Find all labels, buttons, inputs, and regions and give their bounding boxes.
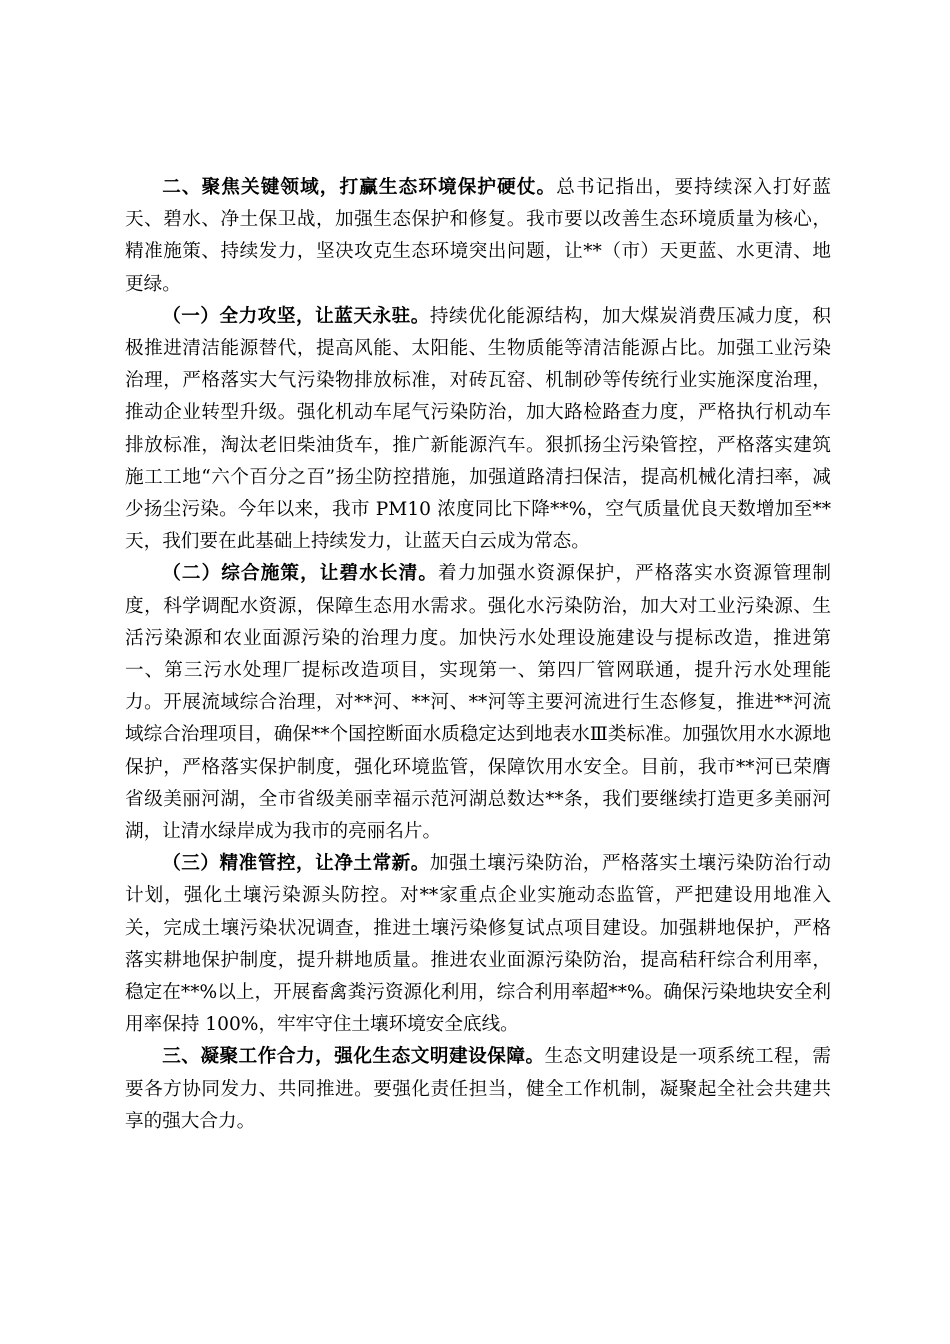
section-three-heading: 三、凝聚工作合力，强化生态文明建设保障。	[162, 1046, 545, 1068]
section-three-text: 生态文明建设是一项系统工程，需要各方协同发力、共同推进。要强化责任担当，健全工作机制，凝聚起全社会共建共享的强大合力。	[125, 1046, 831, 1132]
blue-sky-heading: （一）全力攻坚，让蓝天永驻。	[162, 305, 430, 327]
document-body	[125, 172, 831, 1138]
blue-sky-text: 持续优化能源结构，加大煤炭消费压减力度，积极推进清洁能源替代，提高风能、太阳能、生物质能等清洁能源占比。加强工业污染治理，严格落实大气污染物排放标准，对砖瓦窑、机制砂等传统行业实施深度治理，推动企业转型升级。强化机动车尾气污染防治，加大路检路查力度，严格执行机动车排放标准，淘汰老旧柴油货车，推广新能源汽车。狠抓扬尘污染管控，严格落实建筑施工工地“六个百分之百”扬尘防控措施，加强道路清扫保洁，提高机械化清扫率，减少扬尘污染。今年以来，我市 PM10 浓度同比下降**%，空气质量优良天数增加至**天，我们要在此基础上持续发力，让蓝天白云成为常态。	[125, 305, 831, 553]
paragraph-blue-sky	[125, 301, 831, 559]
clear-water-text: 着力加强水资源保护，严格落实水资源管理制度，科学调配水资源，保障生态用水需求。强化水污染防治，加大对工业污染源、生活污染源和农业面源污染的治理力度。加快污水处理设施建设与提标改造，推进第一、第三污水处理厂提标改造项目，实现第一、第四厂管网联通，提升污水处理能力。开展流域综合治理，对**河、**河、**河等主要河流进行生态修复，推进**河流域综合治理项目，确保**个国控断面水质稳定达到地表水Ⅲ类标准。加强饮用水水源地保护，严格落实保护制度，强化环境监管，保障饮用水安全。目前，我市**河已荣膺省级美丽河湖，全市省级美丽幸福示范河湖总数达**条，我们要继续打造更多美丽河湖，让清水绿岸成为我市的亮丽名片。	[125, 563, 831, 843]
clean-soil-text: 加强土壤污染防治，严格落实土壤污染防治行动计划，强化土壤污染源头防控。对**家重点企业实施动态监管，严把建设用地准入关，完成土壤污染状况调查，推进土壤污染修复试点项目建设。加强耕地保护，严格落实耕地保护制度，提升耕地质量。推进农业面源污染防治，提高秸秆综合利用率，稳定在**%以上，开展畜禽粪污资源化利用，综合利用率超**%。确保污染地块安全利用率保持 100%，牢牢守住土壤环境安全底线。	[125, 853, 831, 1036]
section-two-text: 总书记指出，要持续深入打好蓝天、碧水、净土保卫战，加强生态保护和修复。我市要以改善生态环境质量为核心，精准施策、持续发力，坚决攻克生态环境突出问题，让**（市）天更蓝、水更清、地更绿。	[125, 177, 831, 295]
paragraph-section-three	[125, 1041, 831, 1138]
clear-water-heading: （二）综合施策，让碧水长清。	[162, 563, 439, 585]
paragraph-section-two	[125, 172, 831, 301]
section-two-heading: 二、聚焦关键领域，打赢生态环境保护硬仗。	[162, 177, 557, 198]
paragraph-clear-water	[125, 558, 831, 848]
clean-soil-heading: （三）精准管控，让净土常新。	[162, 853, 430, 875]
paragraph-clean-soil	[125, 848, 831, 1041]
